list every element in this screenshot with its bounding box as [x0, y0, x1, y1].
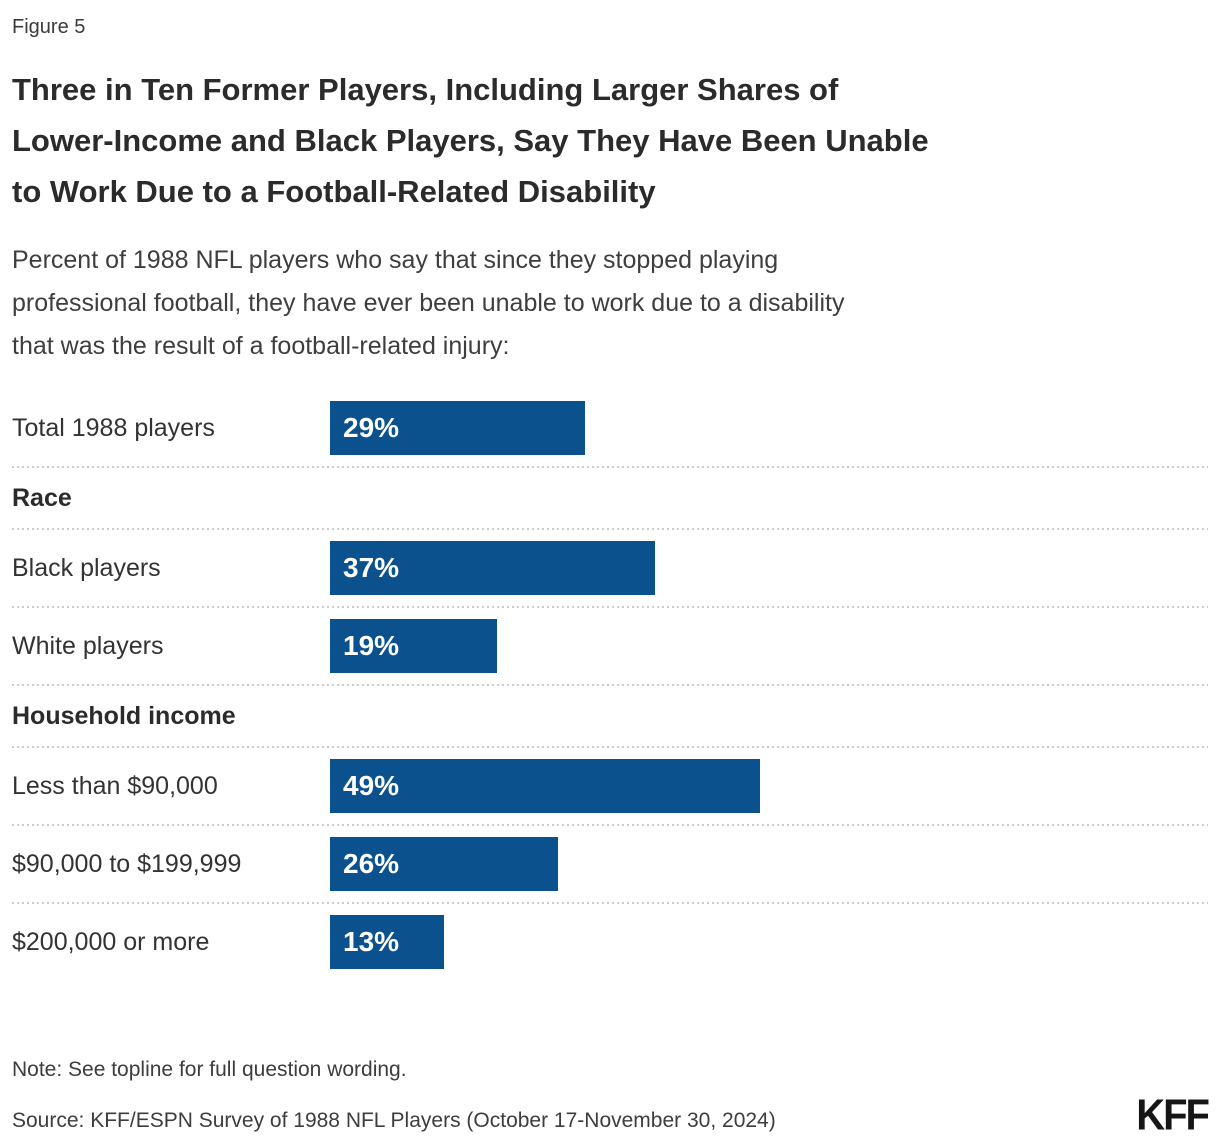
title-line-2: Lower-Income and Black Players, Say They Have Been Unable [12, 123, 929, 158]
section-row [12, 468, 1208, 528]
source-text: Source: KFF/ESPN Survey of 1988 NFL Players (October 17-November 30, 2024) [12, 1109, 776, 1132]
chart-row [12, 826, 1208, 902]
row-label: Less than $90,000 [12, 771, 218, 800]
figure-label: Figure 5 [12, 16, 86, 38]
chart-row [12, 904, 1208, 980]
bar-value-label: 29% [343, 412, 400, 443]
subtitle-line-3: that was the result of a football-related injury: [12, 332, 510, 360]
bar [330, 915, 444, 969]
row-label: $90,000 to $199,999 [12, 849, 242, 878]
section-header-label: Household income [12, 702, 236, 730]
bar-track [330, 915, 1208, 969]
bar-track [330, 837, 1208, 891]
bar-value-label: 49% [343, 770, 400, 801]
section-header-label: Race [12, 484, 72, 512]
chart-row [12, 608, 1208, 684]
subtitle-line-1: Percent of 1988 NFL players who say that since they stopped playing [12, 246, 779, 274]
bar [330, 541, 655, 595]
chart-footer [12, 1056, 1208, 1138]
bar [330, 837, 558, 891]
row-label: Black players [12, 553, 161, 582]
bar [330, 401, 585, 455]
bar-value-label: 13% [343, 926, 400, 957]
bar [330, 759, 760, 813]
bar-track [330, 401, 1208, 455]
bar-chart [12, 390, 1208, 980]
bar-value-label: 26% [343, 848, 400, 879]
bar-track [330, 619, 1208, 673]
kff-logo: KFF [1136, 1091, 1208, 1138]
title-line-3: to Work Due to a Football-Related Disability [12, 174, 656, 209]
note-text: Note: See topline for full question wording. [12, 1058, 407, 1081]
bar [330, 619, 497, 673]
source-row [12, 1091, 1208, 1138]
chart-title [12, 64, 1208, 217]
row-label: $200,000 or more [12, 927, 210, 956]
bar-track [330, 541, 1208, 595]
title-line-1: Three in Ten Former Players, Including Larger Shares of [12, 72, 839, 107]
subtitle-line-2: professional football, they have ever been unable to work due to a disability [12, 289, 845, 317]
bar-track [330, 759, 1208, 813]
row-label: White players [12, 631, 164, 660]
bar-value-label: 19% [343, 630, 400, 661]
chart-row [12, 748, 1208, 824]
chart-row [12, 530, 1208, 606]
row-label: Total 1988 players [12, 413, 215, 442]
chart-subtitle [12, 239, 1208, 368]
bar-value-label: 37% [343, 552, 400, 583]
chart-row [12, 390, 1208, 466]
section-row [12, 686, 1208, 746]
